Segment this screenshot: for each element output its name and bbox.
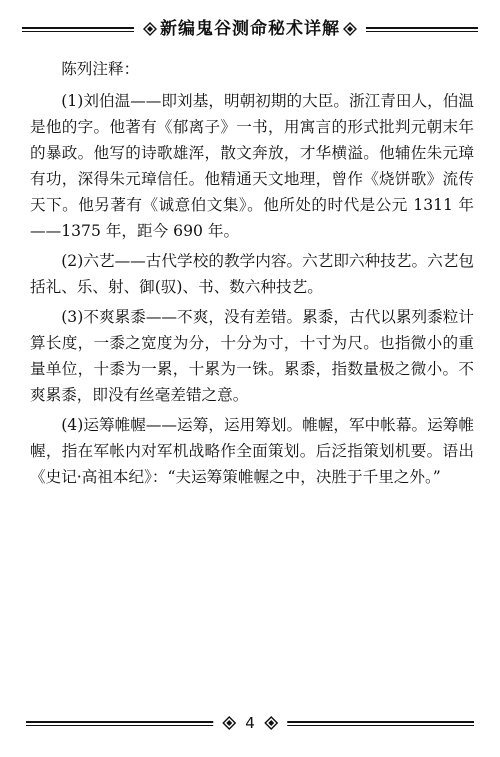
page-number: 4 bbox=[245, 714, 255, 732]
page-body bbox=[30, 56, 474, 490]
page-number-wrap bbox=[213, 712, 287, 734]
diamond-ornament-icon bbox=[264, 716, 278, 730]
note-paragraph-1: (1)刘伯温——即刘基，明朝初期的大臣。浙江青田人，伯温是他的字。他著有《郁离子》一书，用寓言的形式批判元朝末年的暴政。他写的诗歌雄浑，散文奔放，才华横溢。他辅佐朱元璋有功，深得朱元璋信任。他精通天文地理，曾作《烧饼歌》流传天下。他另著有《诚意伯文集》。他所处的时代是公元 1311 年——1375 年，距今 690 年。 bbox=[30, 92, 474, 240]
diamond-ornament-icon bbox=[222, 716, 236, 730]
page-header bbox=[22, 18, 478, 40]
page-footer bbox=[26, 712, 474, 734]
diamond-ornament-icon bbox=[343, 22, 357, 36]
note-paragraph-3: (3)不爽累黍——不爽，没有差错。累黍，古代以累列黍粒计算长度，一黍之宽度为分，十分为寸，十寸为尺。也指微小的重量单位，十黍为一累，十累为一铢。累黍，指数量极之微小。不爽累黍，即没有丝毫差错之意。 bbox=[30, 308, 474, 404]
note-paragraph-2: (2)六艺——古代学校的教学内容。六艺即六种技艺。六艺包括礼、乐、射、御(驭)、书、数六种技艺。 bbox=[30, 252, 474, 296]
header-title-wrap bbox=[134, 18, 366, 40]
book-title: 新编鬼谷测命秘术详解 bbox=[160, 19, 340, 39]
diamond-ornament-icon bbox=[143, 22, 157, 36]
note-paragraph-4: (4)运筹帷幄——运筹，运用筹划。帷幄，军中帐幕。运筹帷幄，指在军帐内对军机战略作全面策划。后泛指策划机要。语出《史记·高祖本纪》：“夫运筹策帷幄之中，决胜于千里之外。” bbox=[30, 416, 474, 486]
notes-label: 陈列注释： bbox=[61, 60, 140, 78]
